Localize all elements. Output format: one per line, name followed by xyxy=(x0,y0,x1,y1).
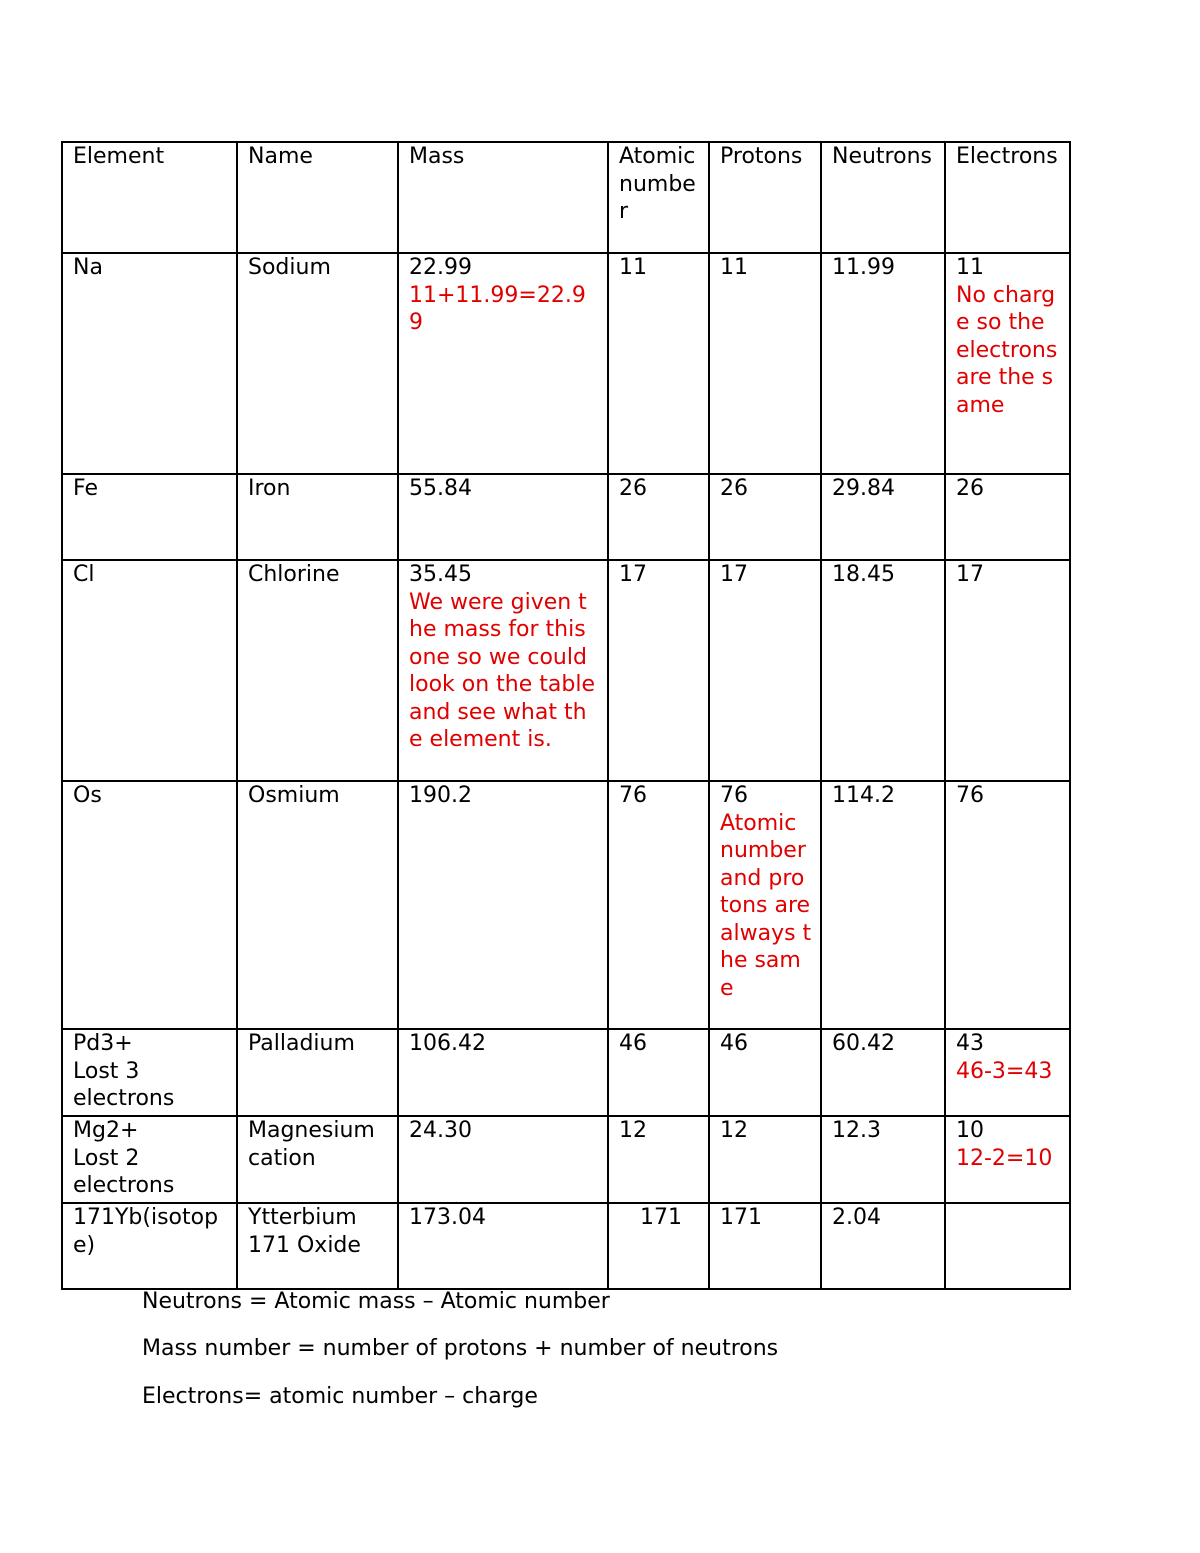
atomic-number-cell xyxy=(608,253,709,474)
mass-value: 35.45 xyxy=(409,562,472,587)
name-cell xyxy=(237,560,398,781)
name-cell xyxy=(237,1203,398,1289)
protons-cell xyxy=(709,253,821,474)
mass-cell xyxy=(398,781,608,1029)
element-symbol: Na xyxy=(73,255,103,280)
electrons-cell xyxy=(945,253,1070,474)
element-name: Iron xyxy=(248,476,291,501)
header-element: Element xyxy=(62,142,237,253)
element-name: cation xyxy=(248,1145,316,1171)
element-cell xyxy=(62,474,237,560)
electrons-value: 43 xyxy=(956,1031,984,1056)
element-name: Sodium xyxy=(248,255,331,280)
name-cell xyxy=(237,474,398,560)
atomic-number-value: 11 xyxy=(619,255,647,280)
mass-cell xyxy=(398,1203,608,1289)
atomic-number-cell xyxy=(608,474,709,560)
table-row xyxy=(62,560,1070,781)
electrons-note: 46-3=43 xyxy=(956,1058,1053,1084)
mass-cell xyxy=(398,1116,608,1203)
element-symbol: Os xyxy=(73,783,102,808)
electrons-note: 12-2=10 xyxy=(956,1145,1053,1171)
element-name: Ytterbium xyxy=(248,1205,357,1230)
neutrons-value: 29.84 xyxy=(832,476,895,501)
protons-note: Atomic number and protons are always the same xyxy=(720,810,818,1001)
formula-electrons: Electrons= atomic number – charge xyxy=(142,1384,538,1409)
protons-cell xyxy=(709,560,821,781)
atomic-number-cell xyxy=(608,1029,709,1116)
atomic-number-cell xyxy=(608,1203,709,1289)
mass-note: 11+11.99=22.99 xyxy=(409,282,586,335)
element-name: Magnesium xyxy=(248,1118,375,1143)
atomic-number-value: 17 xyxy=(619,562,647,587)
protons-cell xyxy=(709,1116,821,1203)
neutrons-value: 60.42 xyxy=(832,1031,895,1056)
header-name: Name xyxy=(237,142,398,253)
electrons-cell xyxy=(945,474,1070,560)
neutrons-cell xyxy=(821,1116,945,1203)
element-symbol: Pd3+ xyxy=(73,1031,133,1056)
mass-value: 173.04 xyxy=(409,1205,486,1230)
electrons-value: 10 xyxy=(956,1118,984,1143)
element-cell xyxy=(62,1116,237,1203)
header-mass: Mass xyxy=(398,142,608,253)
protons-value: 26 xyxy=(720,476,748,501)
neutrons-value: 2.04 xyxy=(832,1205,881,1230)
protons-cell xyxy=(709,1029,821,1116)
name-cell xyxy=(237,253,398,474)
protons-cell xyxy=(709,1203,821,1289)
protons-value: 46 xyxy=(720,1031,748,1056)
table-row xyxy=(62,474,1070,560)
table-row xyxy=(62,1203,1070,1289)
element-name: Palladium xyxy=(248,1031,355,1056)
neutrons-cell xyxy=(821,1203,945,1289)
protons-value: 171 xyxy=(720,1205,762,1230)
header-row xyxy=(62,142,1070,253)
header-electrons: Electrons xyxy=(945,142,1070,253)
electrons-cell xyxy=(945,1116,1070,1203)
name-cell xyxy=(237,781,398,1029)
atomic-number-value: 46 xyxy=(619,1031,647,1056)
atomic-number-cell xyxy=(608,781,709,1029)
mass-cell xyxy=(398,474,608,560)
table-row xyxy=(62,1116,1070,1203)
table-row xyxy=(62,1029,1070,1116)
element-name: Chlorine xyxy=(248,562,340,587)
formula-neutrons: Neutrons = Atomic mass – Atomic number xyxy=(142,1289,610,1314)
protons-value: 17 xyxy=(720,562,748,587)
element-symbol: Lost 2 xyxy=(73,1145,140,1171)
electrons-cell xyxy=(945,781,1070,1029)
mass-value: 55.84 xyxy=(409,476,472,501)
protons-value: 11 xyxy=(720,255,748,280)
element-symbol: Mg2+ xyxy=(73,1118,139,1143)
electrons-cell xyxy=(945,560,1070,781)
element-table xyxy=(61,141,1071,1290)
name-cell xyxy=(237,1029,398,1116)
table-body xyxy=(62,253,1070,1289)
mass-note: We were given the mass for this one so we could look on the table and see what the element is. xyxy=(409,589,602,752)
protons-cell xyxy=(709,781,821,1029)
neutrons-cell xyxy=(821,253,945,474)
neutrons-value: 11.99 xyxy=(832,255,895,280)
protons-value: 76 xyxy=(720,783,748,808)
mass-value: 22.99 xyxy=(409,255,472,280)
neutrons-value: 12.3 xyxy=(832,1118,881,1143)
neutrons-value: 114.2 xyxy=(832,783,895,808)
element-symbol: Fe xyxy=(73,476,98,501)
header-protons: Protons xyxy=(709,142,821,253)
atomic-number-value: 12 xyxy=(619,1118,647,1143)
mass-value: 106.42 xyxy=(409,1031,486,1056)
mass-cell xyxy=(398,560,608,781)
neutrons-cell xyxy=(821,474,945,560)
mass-cell xyxy=(398,253,608,474)
neutrons-cell xyxy=(821,1029,945,1116)
atomic-number-cell xyxy=(608,1116,709,1203)
element-symbol: Cl xyxy=(73,562,95,587)
electrons-cell xyxy=(945,1029,1070,1116)
electrons-value: 76 xyxy=(956,783,984,808)
mass-cell xyxy=(398,1029,608,1116)
neutrons-cell xyxy=(821,781,945,1029)
element-cell xyxy=(62,1029,237,1116)
protons-value: 12 xyxy=(720,1118,748,1143)
mass-value: 24.30 xyxy=(409,1118,472,1143)
header-atomic-number: Atomic number xyxy=(608,142,709,253)
neutrons-value: 18.45 xyxy=(832,562,895,587)
electrons-value: 26 xyxy=(956,476,984,501)
atomic-number-cell xyxy=(608,560,709,781)
electrons-value: 11 xyxy=(956,255,984,280)
atomic-number-value: 76 xyxy=(619,783,647,808)
element-symbol: Lost 3 xyxy=(73,1058,140,1084)
element-symbol: electrons xyxy=(73,1173,175,1198)
element-cell xyxy=(62,253,237,474)
protons-cell xyxy=(709,474,821,560)
electrons-cell xyxy=(945,1203,1070,1289)
name-cell xyxy=(237,1116,398,1203)
atomic-number-value: 171 xyxy=(640,1205,682,1230)
mass-value: 190.2 xyxy=(409,783,472,808)
electrons-value: 17 xyxy=(956,562,984,587)
element-cell xyxy=(62,560,237,781)
element-symbol: 171Yb(isotope) xyxy=(73,1205,219,1258)
table-row xyxy=(62,781,1070,1029)
element-name: 171 Oxide xyxy=(248,1232,361,1258)
electrons-note: No charge so the electrons are the same xyxy=(956,282,1065,418)
element-cell xyxy=(62,781,237,1029)
table-row xyxy=(62,253,1070,474)
element-name: Osmium xyxy=(248,783,340,808)
header-neutrons: Neutrons xyxy=(821,142,945,253)
formula-mass-number: Mass number = number of protons + number of neutrons xyxy=(142,1336,779,1361)
neutrons-cell xyxy=(821,560,945,781)
atomic-number-value: 26 xyxy=(619,476,647,501)
element-symbol: electrons xyxy=(73,1086,175,1111)
element-cell xyxy=(62,1203,237,1289)
